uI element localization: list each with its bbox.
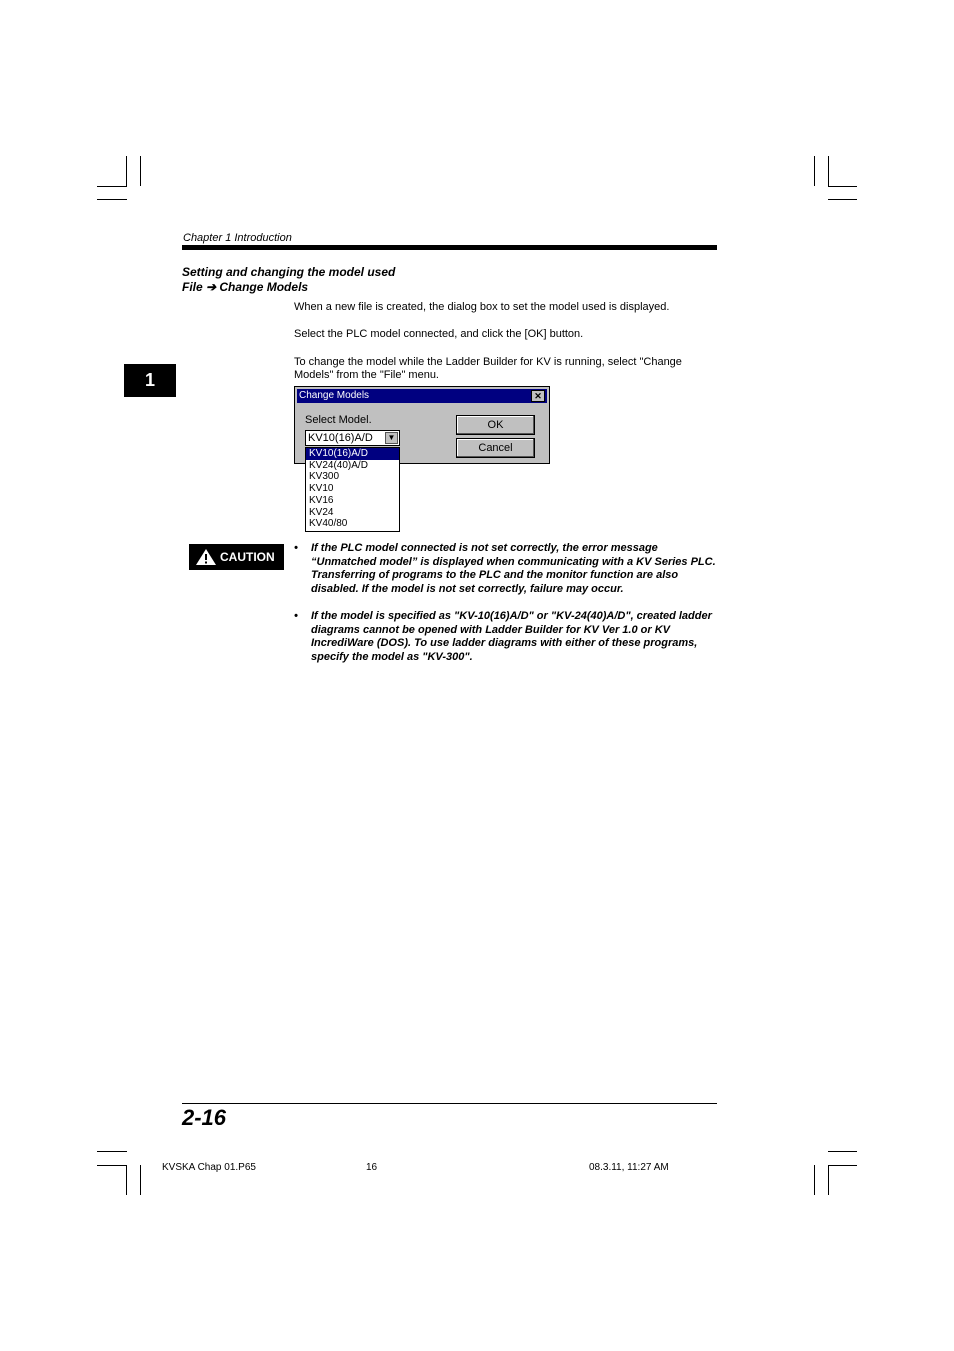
ok-button[interactable]: OK xyxy=(456,415,535,435)
crop-mark xyxy=(97,186,127,187)
chapter-tab: 1 xyxy=(124,364,176,397)
dialog-titlebar xyxy=(297,389,547,403)
paragraph: Select the PLC model connected, and click the [OK] button. xyxy=(294,328,584,340)
list-item[interactable]: KV24(40)A/D xyxy=(309,459,368,471)
caution-item: If the model is specified as "KV-10(16)A/D" or "KV-24(40)A/D", created ladder diagrams cannot be opened with Ladder Builder for KV Ver 1.0 or KV IncrediWare (DOS). To use ladder diagrams with either of these programs, specify the model as "KV-300". xyxy=(311,610,712,664)
crop-mark xyxy=(828,1165,857,1166)
paragraph: To change the model while the Ladder Builder for KV is running, select "Change Models" from the "File" menu. xyxy=(294,356,682,381)
chapter-header: Chapter 1 Introduction xyxy=(183,232,292,244)
crop-mark xyxy=(828,199,857,200)
list-item[interactable]: KV16 xyxy=(309,494,334,506)
model-select[interactable] xyxy=(305,430,400,446)
header-rule xyxy=(182,245,717,250)
section-heading xyxy=(182,265,395,295)
model-select-value: KV10(16)A/D xyxy=(308,432,373,444)
crop-mark xyxy=(126,1165,127,1195)
list-item[interactable]: KV300 xyxy=(309,471,340,483)
caution-item: If the PLC model connected is not set correctly, the error message “Unmatched model” is displayed when communicating with a KV Series PLC. Transferring of programs to the PLC and the monitor function are also disabled. If the model is not set correctly, failure may occur. xyxy=(311,542,716,596)
cancel-button[interactable]: Cancel xyxy=(456,438,535,458)
crop-mark xyxy=(828,156,829,186)
bullet-icon: • xyxy=(294,542,298,554)
page-number: 2-16 xyxy=(182,1105,227,1130)
model-dropdown-list xyxy=(305,447,400,532)
bullet-icon: • xyxy=(294,610,298,622)
crop-mark xyxy=(828,1165,829,1195)
crop-mark xyxy=(97,1165,127,1166)
list-item[interactable]: KV24 xyxy=(309,506,334,518)
chevron-down-icon[interactable]: ▼ xyxy=(385,432,398,444)
crop-mark xyxy=(140,156,141,186)
crop-mark xyxy=(814,156,815,186)
crop-mark xyxy=(126,156,127,186)
caution-label: CAUTION xyxy=(220,550,275,564)
sheet-number: 16 xyxy=(366,1162,378,1173)
list-item[interactable]: KV10(16)A/D xyxy=(306,448,399,460)
crop-mark xyxy=(814,1165,815,1195)
footer-rule xyxy=(182,1103,717,1104)
list-item[interactable]: KV10 xyxy=(309,483,334,495)
file-name: KVSKA Chap 01.P65 xyxy=(162,1162,256,1173)
section-title: Setting and changing the model used xyxy=(182,265,396,279)
crop-mark xyxy=(140,1165,141,1195)
warning-icon xyxy=(195,548,217,566)
select-model-label: Select Model. xyxy=(305,414,372,426)
paragraph: When a new file is created, the dialog box to set the model used is displayed. xyxy=(294,301,670,313)
caution-badge xyxy=(189,544,284,570)
menu-path: File ➔ Change Models xyxy=(182,280,309,294)
dialog-title: Change Models xyxy=(299,390,370,401)
crop-mark xyxy=(828,1151,857,1152)
list-item[interactable]: KV40/80 xyxy=(309,518,348,530)
crop-mark xyxy=(97,1151,127,1152)
crop-mark xyxy=(97,199,127,200)
print-timestamp: 08.3.11, 11:27 AM xyxy=(589,1162,669,1173)
crop-mark xyxy=(828,186,857,187)
close-icon[interactable]: ✕ xyxy=(531,390,545,402)
